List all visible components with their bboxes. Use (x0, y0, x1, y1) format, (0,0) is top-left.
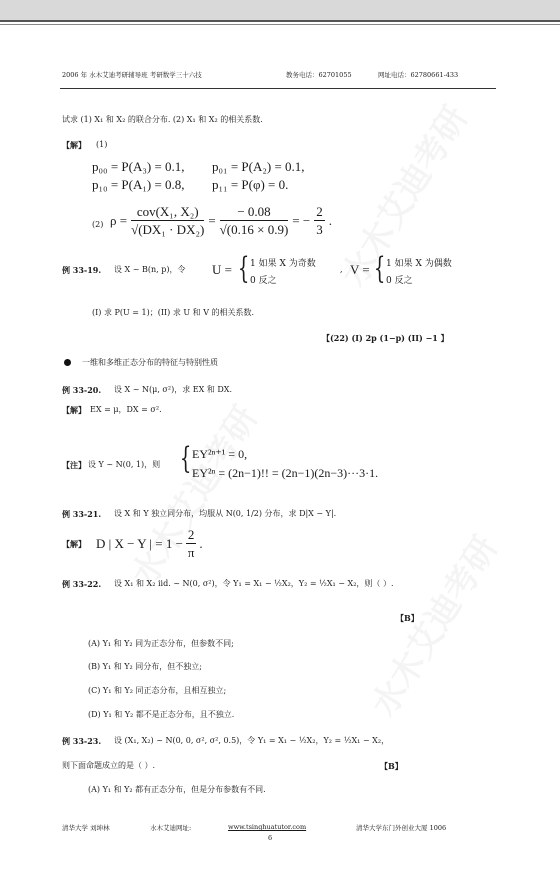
example-text: 设 X ~ B(n, p)，令 (114, 265, 186, 274)
watermark (117, 395, 267, 594)
equals-sign: = − (292, 213, 311, 228)
window-top-bar (0, 0, 560, 22)
example-label: 例 33-19. (62, 265, 102, 275)
case-line: 1 如果 X 为奇数 (250, 259, 316, 269)
formula-lhs: D | X − Y | = 1 − (96, 536, 183, 551)
fraction-numerator: 2 (316, 204, 323, 219)
example-text: 则下面命题成立的是（ ）. (62, 761, 156, 770)
fraction-denominator: π (187, 545, 195, 560)
footer-address: 清华大学东门外创业大厦 1006 (356, 824, 447, 832)
fraction (314, 205, 325, 236)
example-text: 设 X ~ N(μ, σ²)，求 EX 和 DX. (114, 385, 233, 394)
math-line: EY²ⁿ⁺¹ = 0, (192, 447, 248, 461)
example-label: 例 33-20. (62, 385, 102, 395)
case-line: 1 如果 X 为偶数 (386, 259, 452, 269)
bullet-icon (64, 359, 71, 366)
comma: , (340, 265, 343, 274)
fraction (186, 528, 197, 559)
page-number: 6 (268, 834, 273, 842)
footer-author: 清华大学 刘坤林 (62, 824, 110, 832)
header-rule (60, 88, 496, 89)
left-brace: { (373, 251, 386, 286)
period: . (199, 536, 203, 551)
section-title: 一维和多维正态分布的特征与特别性质 (82, 358, 218, 367)
option-a: (A) Y₁ 和 Y₂ 同为正态分布，但参数不同; (88, 639, 234, 648)
footer-site-label: 水木艾迪网址: (150, 824, 192, 832)
left-brace: { (237, 251, 250, 286)
fraction-numerator: − 0.08 (220, 205, 289, 221)
fraction-numerator: 2 (187, 527, 195, 542)
case-line: 0 反之 (386, 276, 413, 286)
fraction-numerator: cov(X₁, X₂) (131, 205, 204, 221)
fraction-denominator: √(DX₁ · DX₂) (131, 222, 205, 237)
problem-ask: 试求 (1) X₁ 和 X₂ 的联合分布. (2) X₁ 和 X₂ 的相关系数. (62, 115, 263, 124)
fraction (131, 205, 204, 236)
solution-label: 【解】 (62, 140, 86, 150)
solution-part: (1) (96, 140, 108, 149)
fraction-denominator: 3 (316, 222, 323, 237)
option-c: (C) Y₁ 和 Y₂ 同正态分布，且相互独立; (88, 686, 227, 695)
math-line: p₀₀ = P(A₃) = 0.1, (92, 159, 185, 174)
u-symbol: U = (212, 262, 232, 277)
option-b: (B) Y₁ 和 Y₂ 同分布，但不独立; (88, 662, 202, 671)
window-top-divider (0, 24, 560, 25)
page-header-title: 2006 年 水木艾迪考研辅导班 考研数学三十六技 (62, 71, 202, 79)
page-header-phone-2: 网址电话：62780661-433 (378, 71, 459, 79)
example-text: 设 X₁ 和 X₂ iid. ~ N(0, σ²)，令 Y₁ = X₁ − ½X₂，Y₂ = ½X₁ − X₂，则（ ）. (114, 579, 394, 588)
option-a: (A) Y₁ 和 Y₂ 都有正态分布，但是分布参数有不同. (88, 785, 266, 794)
case-line: 0 反之 (250, 276, 277, 286)
footer-url-link[interactable]: www.tsinghuatutor.com (228, 823, 307, 831)
example-label: 例 33-22. (62, 579, 102, 589)
example-text: 设 X 和 Y 独立同分布，均服从 N(0, 1/2) 分布，求 D|X − Y|. (114, 509, 337, 518)
solution-label: 【解】 (62, 539, 86, 549)
answer-bracket: 【B】 (380, 761, 403, 771)
math-line: EY²ⁿ = (2n−1)!! = (2n−1)(2n−3)···3·1. (192, 466, 379, 480)
watermark (357, 525, 507, 724)
math-line: p₀₁ = P(A₂) = 0.1, (212, 159, 305, 174)
equals-sign: = (208, 213, 216, 228)
note-text: 设 Y ~ N(0, 1)，则 (88, 460, 161, 469)
math-line: p₁₁ = P(φ) = 0. (212, 177, 289, 192)
answer-bracket: 【(22) (I) 2p (1−p) (II) −1 】 (322, 333, 449, 343)
note-label: 【注】 (62, 460, 86, 470)
left-brace: { (179, 441, 192, 476)
solution-formula (96, 528, 203, 559)
option-d: (D) Y₁ 和 Y₂ 都不是正态分布，且不独立. (88, 710, 235, 719)
fraction-denominator: √(0.16 × 0.9) (219, 222, 289, 237)
v-symbol: V = (350, 262, 370, 277)
example-label: 例 33-23. (62, 736, 102, 746)
solution-part: (2) (92, 220, 104, 229)
solution-text: EX = μ，DX = σ². (90, 405, 162, 414)
fraction (220, 205, 289, 236)
period: . (328, 213, 332, 228)
math-line: p₁₀ = P(A₁) = 0.8, (92, 177, 185, 192)
answer-bracket: 【B】 (396, 613, 419, 623)
rho-formula (110, 205, 332, 236)
solution-label: 【解】 (62, 405, 86, 415)
example-label: 例 33-21. (62, 509, 102, 519)
page-header-phone: 教务电话：62701055 (286, 71, 352, 79)
rho-lhs: ρ = (110, 213, 128, 228)
example-ask: (I) 求 P(U = 1)；(II) 求 U 和 V 的相关系数. (92, 308, 255, 317)
example-text: 设 (X₁, X₂) ~ N(0, 0, σ², σ², 0.5)，令 Y₁ = X₁ − ½X₂，Y₂ = ½X₁ − X₂， (114, 736, 390, 745)
